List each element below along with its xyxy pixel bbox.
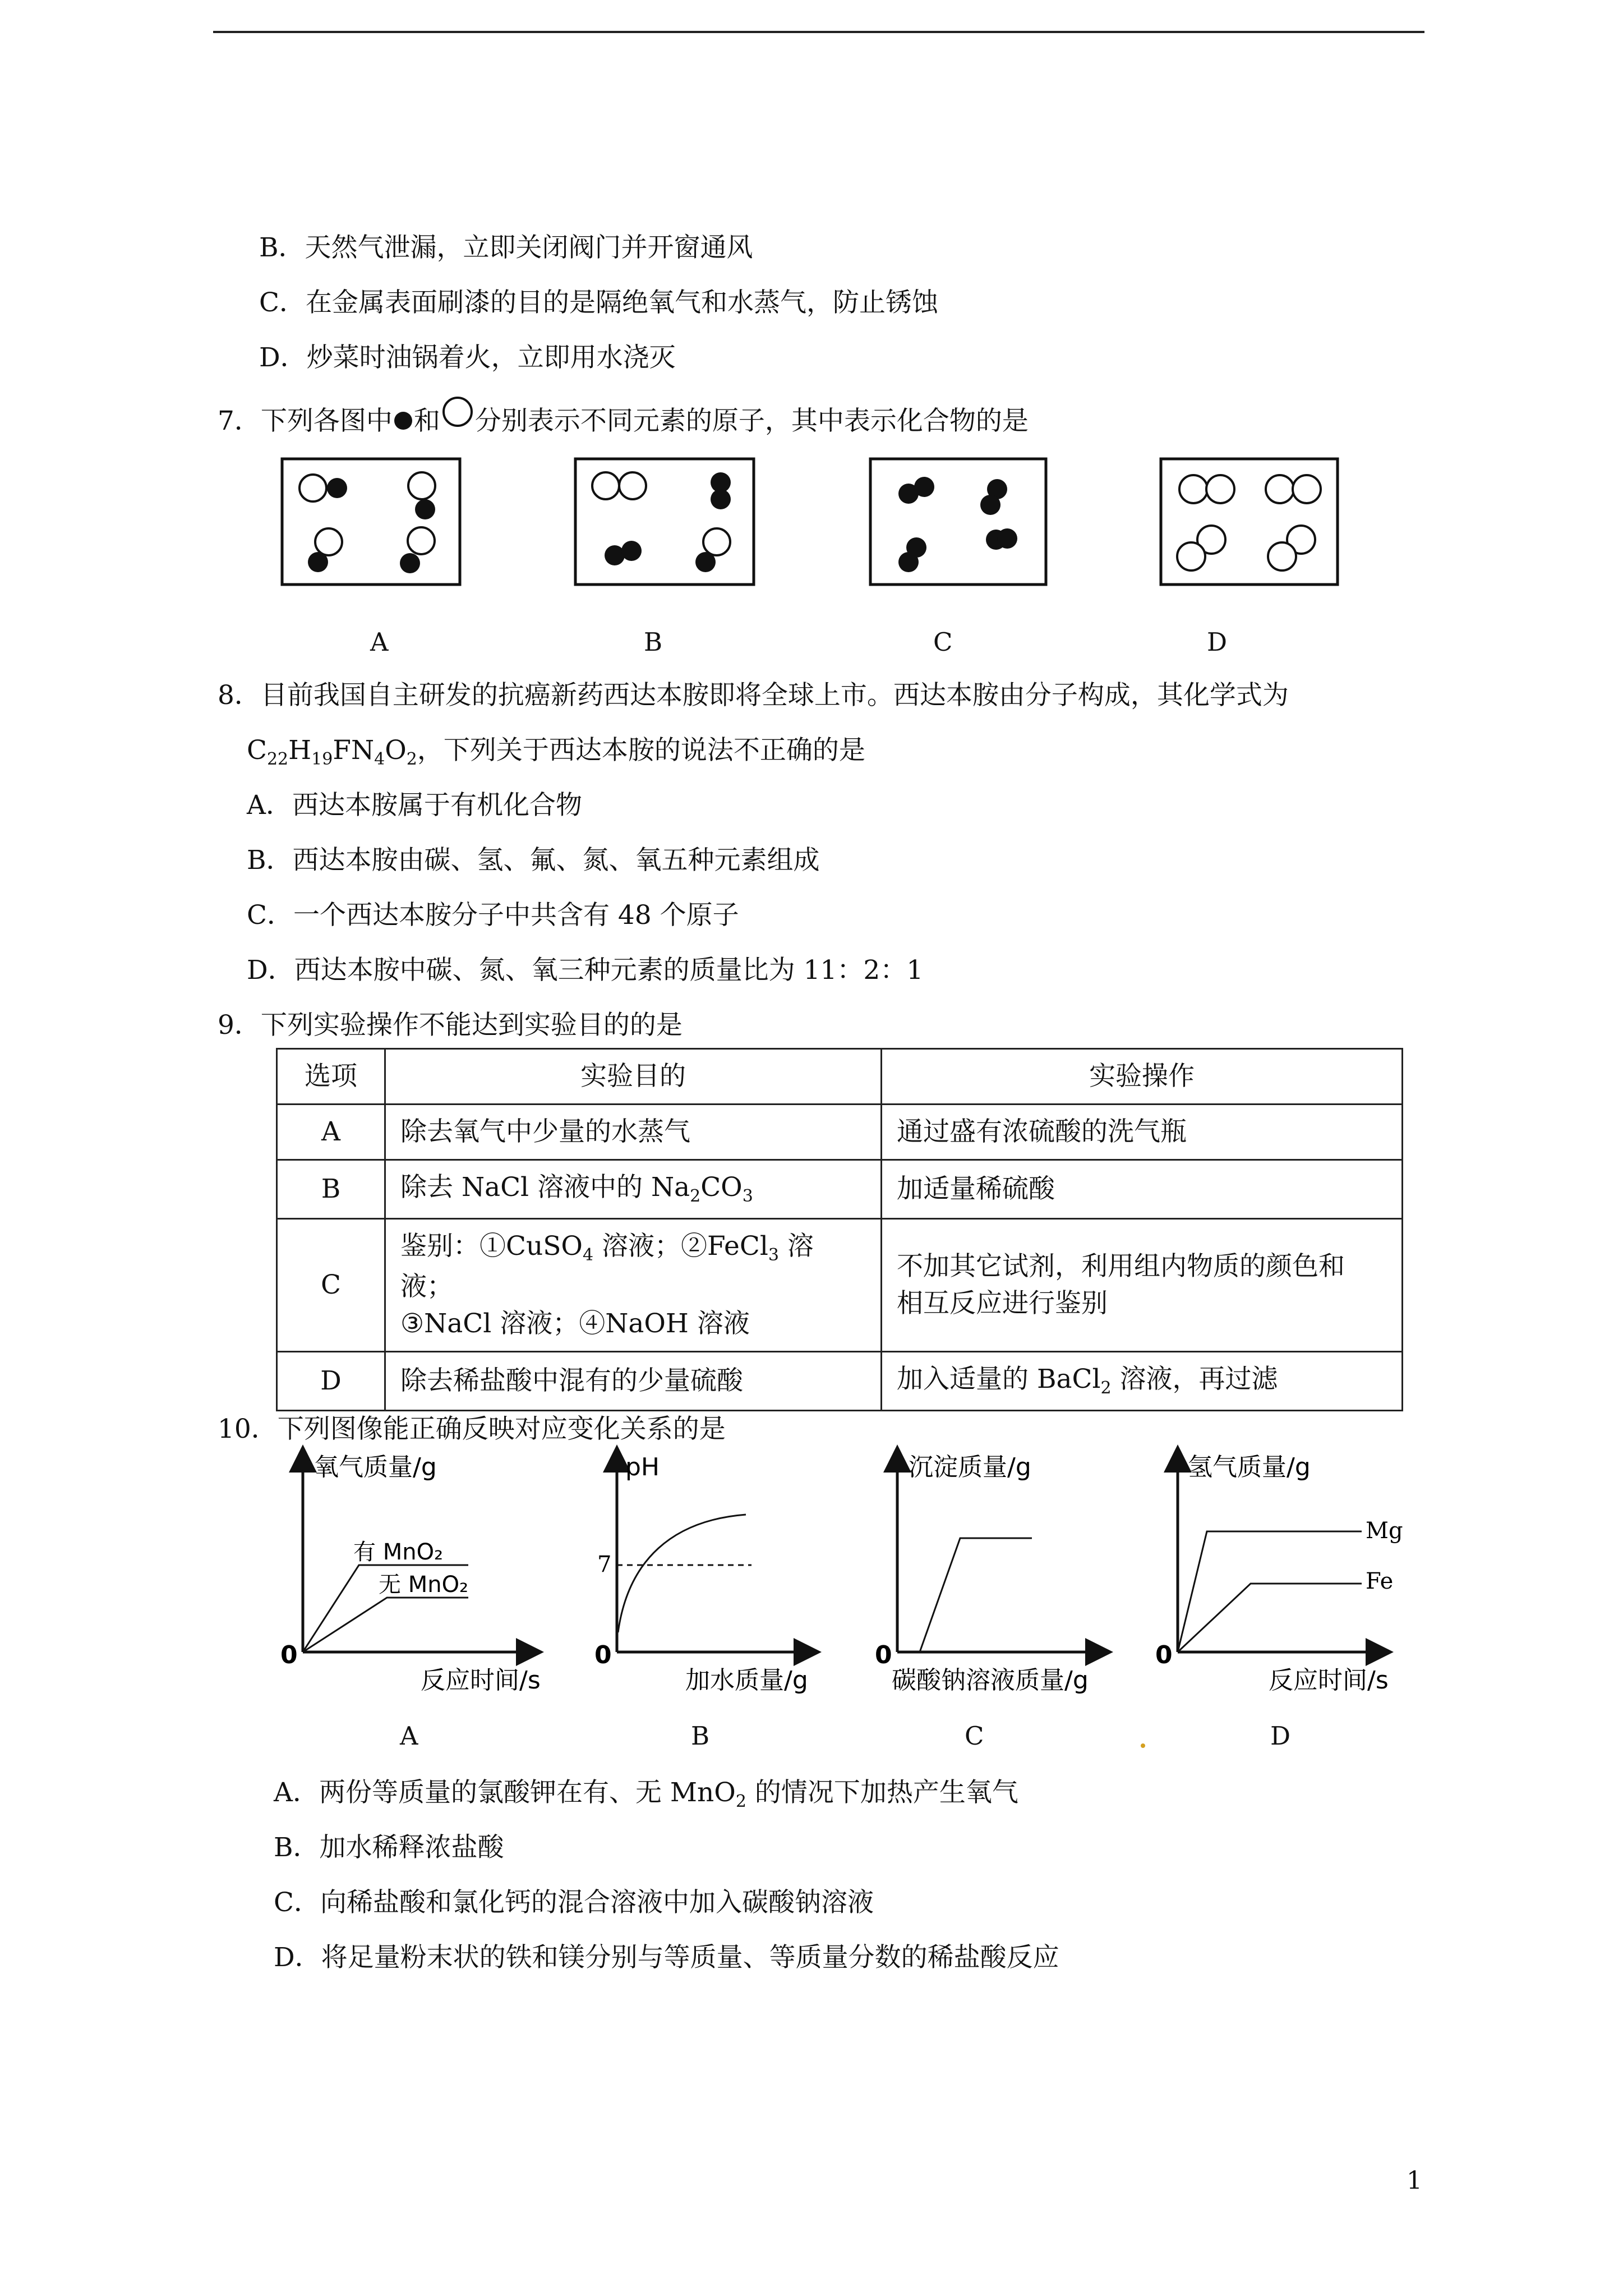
mg-curve <box>1178 1531 1362 1652</box>
ph-curve <box>618 1515 746 1632</box>
molecule <box>711 472 731 509</box>
ph-7-tick: 7 <box>597 1552 612 1577</box>
formula-o: O <box>385 735 407 766</box>
y-axis-label: 氧气质量/g <box>314 1453 437 1481</box>
subscript: 3 <box>742 1186 753 1206</box>
row-option: C <box>277 1219 385 1352</box>
header-option: 选项 <box>277 1049 385 1105</box>
formula-c: C <box>247 735 267 766</box>
formula-n-sub: 4 <box>374 749 385 769</box>
subscript: 3 <box>768 1245 779 1265</box>
molecule <box>308 528 342 572</box>
q10-stem: 10．下列图像能正确反映对应变化关系的是 <box>218 1414 726 1444</box>
formula-c-sub: 22 <box>266 749 289 769</box>
row-operation <box>882 1219 1403 1352</box>
option-text: 的情况下加热产生氧气 <box>746 1777 1018 1808</box>
q7-particle-boxes <box>0 0 1623 617</box>
origin-label: 0 <box>1155 1641 1173 1669</box>
formula-h: H <box>288 735 312 766</box>
q10-label-a: A <box>400 1721 418 1751</box>
molecule <box>1177 526 1225 570</box>
molecule <box>898 537 926 572</box>
molecule <box>408 472 435 519</box>
molecule <box>400 527 435 573</box>
molecule <box>605 541 642 565</box>
row-goal <box>385 1219 882 1352</box>
molecule <box>986 528 1017 550</box>
molecule <box>695 528 730 572</box>
q8-option-c: C．一个西达本胺分子中共含有 48 个原子 <box>247 900 739 931</box>
table-row <box>277 1352 1403 1411</box>
x-axis-label: 碳酸钠溶液质量/g <box>892 1666 1089 1695</box>
q7-label-b: B <box>644 627 663 657</box>
row-operation: 加适量稀硫酸 <box>882 1160 1403 1219</box>
curve-label-fe: Fe <box>1366 1568 1394 1594</box>
q6-option-d: D．炒菜时油锅着火，立即用水浇灭 <box>259 342 676 373</box>
q7-box-b <box>575 459 754 585</box>
q10-label-d: D <box>1270 1721 1291 1751</box>
curve-label: 有 MnO₂ <box>353 1539 444 1565</box>
fe-curve <box>1178 1584 1362 1652</box>
q7-label-a: A <box>370 627 389 657</box>
q8-stem-tail: ，下列关于西达本胺的说法不正确的是 <box>417 735 865 766</box>
molecule <box>592 472 646 499</box>
operation-text: 加入适量的 BaCl <box>897 1364 1101 1395</box>
goal-text: ③NaCl 溶液；④NaOH 溶液 <box>400 1308 750 1339</box>
formula-h-sub: 19 <box>311 749 333 769</box>
operation-text: 相互反应进行鉴别 <box>897 1288 1108 1319</box>
table-row <box>277 1160 1403 1219</box>
q9-stem: 9．下列实验操作不能达到实验目的的是 <box>218 1010 683 1041</box>
q10-option-c: C．向稀盐酸和氯化钙的混合溶液中加入碳酸钠溶液 <box>274 1887 874 1918</box>
row-option: A <box>277 1105 385 1160</box>
q7-stem-b: 和 <box>413 406 440 436</box>
molecule <box>1268 526 1315 570</box>
table-row <box>277 1105 1403 1160</box>
q10-graph-c <box>864 1447 1150 1711</box>
q7-label-c: C <box>933 627 953 657</box>
row-option: B <box>277 1160 385 1219</box>
stray-dot <box>1141 1743 1145 1748</box>
y-axis-label: 沉淀质量/g <box>909 1453 1031 1481</box>
goal-text: 鉴别：①CuSO <box>400 1231 583 1262</box>
q10-graph-b <box>583 1447 869 1711</box>
q10-label-b: B <box>691 1721 710 1751</box>
x-axis-label: 加水质量/g <box>685 1666 808 1695</box>
page-number: 1 <box>1407 2166 1422 2195</box>
q7-stem-a: 7．下列各图中 <box>218 406 393 436</box>
goal-text: 除去 NaCl 溶液中的 Na <box>400 1172 690 1203</box>
q7-box-a <box>282 459 460 585</box>
row-option: D <box>277 1352 385 1411</box>
q7-box-c <box>870 459 1046 585</box>
q7-stem-c: 分别表示不同元素的原子，其中表示化合物的是 <box>474 406 1029 436</box>
row-goal: 除去氧气中少量的水蒸气 <box>385 1105 882 1160</box>
row-goal <box>385 1160 882 1219</box>
row-goal: 除去稀盐酸中混有的少量硫酸 <box>385 1352 882 1411</box>
q6-option-c: C．在金属表面刷漆的目的是隔绝氧气和水蒸气，防止锈蚀 <box>259 287 938 318</box>
q6-option-b: B．天然气泄漏，立即关闭阀门并开窗通风 <box>259 232 753 263</box>
precipitate-curve <box>920 1538 1032 1652</box>
origin-label: 0 <box>875 1641 892 1669</box>
q10-option-a <box>274 1776 1018 1813</box>
q10-label-c: C <box>965 1721 984 1751</box>
curve-label: 无 MnO₂ <box>379 1572 469 1598</box>
operation-text: 不加其它试剂，利用组内物质的颜色和 <box>897 1251 1345 1282</box>
y-axis-label: 氢气质量/g <box>1188 1453 1311 1481</box>
goal-text: CO <box>700 1172 743 1203</box>
q7-box-d <box>1161 459 1338 585</box>
subscript: 4 <box>582 1245 594 1265</box>
option-text: A．两份等质量的氯酸钾在有、无 MnO <box>274 1777 736 1808</box>
q8-stem: 8．目前我国自主研发的抗癌新药西达本胺即将全球上市。西达本胺由分子构成，其化学式为 <box>218 680 1289 711</box>
formula-fn: FN <box>333 735 375 766</box>
row-operation <box>882 1352 1403 1411</box>
molecule <box>980 479 1007 515</box>
subscript: 2 <box>690 1186 701 1206</box>
q10-graph-a <box>269 1447 555 1711</box>
table-header-row <box>277 1049 1403 1105</box>
q8-option-a: A．西达本胺属于有机化合物 <box>247 790 582 821</box>
q10-graph-d <box>1144 1447 1430 1711</box>
table-row <box>277 1219 1403 1352</box>
subscript: 2 <box>735 1792 746 1811</box>
row-operation: 通过盛有浓硫酸的洗气瓶 <box>882 1105 1403 1160</box>
q10-option-d: D．将足量粉末状的铁和镁分别与等质量、等质量分数的稀盐酸反应 <box>274 1942 1059 1973</box>
curve-without-mno2 <box>303 1598 468 1652</box>
origin-label: 0 <box>594 1641 612 1669</box>
x-axis-label: 反应时间/s <box>1269 1666 1389 1695</box>
header-goal: 实验目的 <box>385 1049 882 1105</box>
goal-text: 溶液； <box>400 1231 814 1302</box>
molecule <box>1266 475 1321 503</box>
operation-text: 溶液，再过滤 <box>1111 1364 1278 1395</box>
molecule <box>299 475 347 501</box>
y-axis-label: pH <box>625 1453 660 1481</box>
origin-label: 0 <box>280 1641 298 1669</box>
q8-option-b: B．西达本胺由碳、氢、氟、氮、氧五种元素组成 <box>247 845 820 876</box>
q10-option-b: B．加水稀释浓盐酸 <box>274 1832 504 1863</box>
header-operation: 实验操作 <box>882 1049 1403 1105</box>
x-axis-label: 反应时间/s <box>421 1666 541 1695</box>
molecule <box>1179 475 1234 503</box>
subscript: 2 <box>1100 1378 1112 1398</box>
curve-label-mg: Mg <box>1366 1518 1403 1544</box>
goal-text: 溶液；②FeCl <box>593 1231 768 1262</box>
molecule <box>898 477 934 504</box>
q7-label-d: D <box>1207 627 1228 657</box>
q8-formula-line <box>247 734 865 771</box>
formula-o-sub: 2 <box>406 749 417 769</box>
q8-option-d: D．西达本胺中碳、氮、氧三种元素的质量比为 11：2：1 <box>247 955 924 986</box>
q9-experiment-table <box>276 1048 1403 1411</box>
